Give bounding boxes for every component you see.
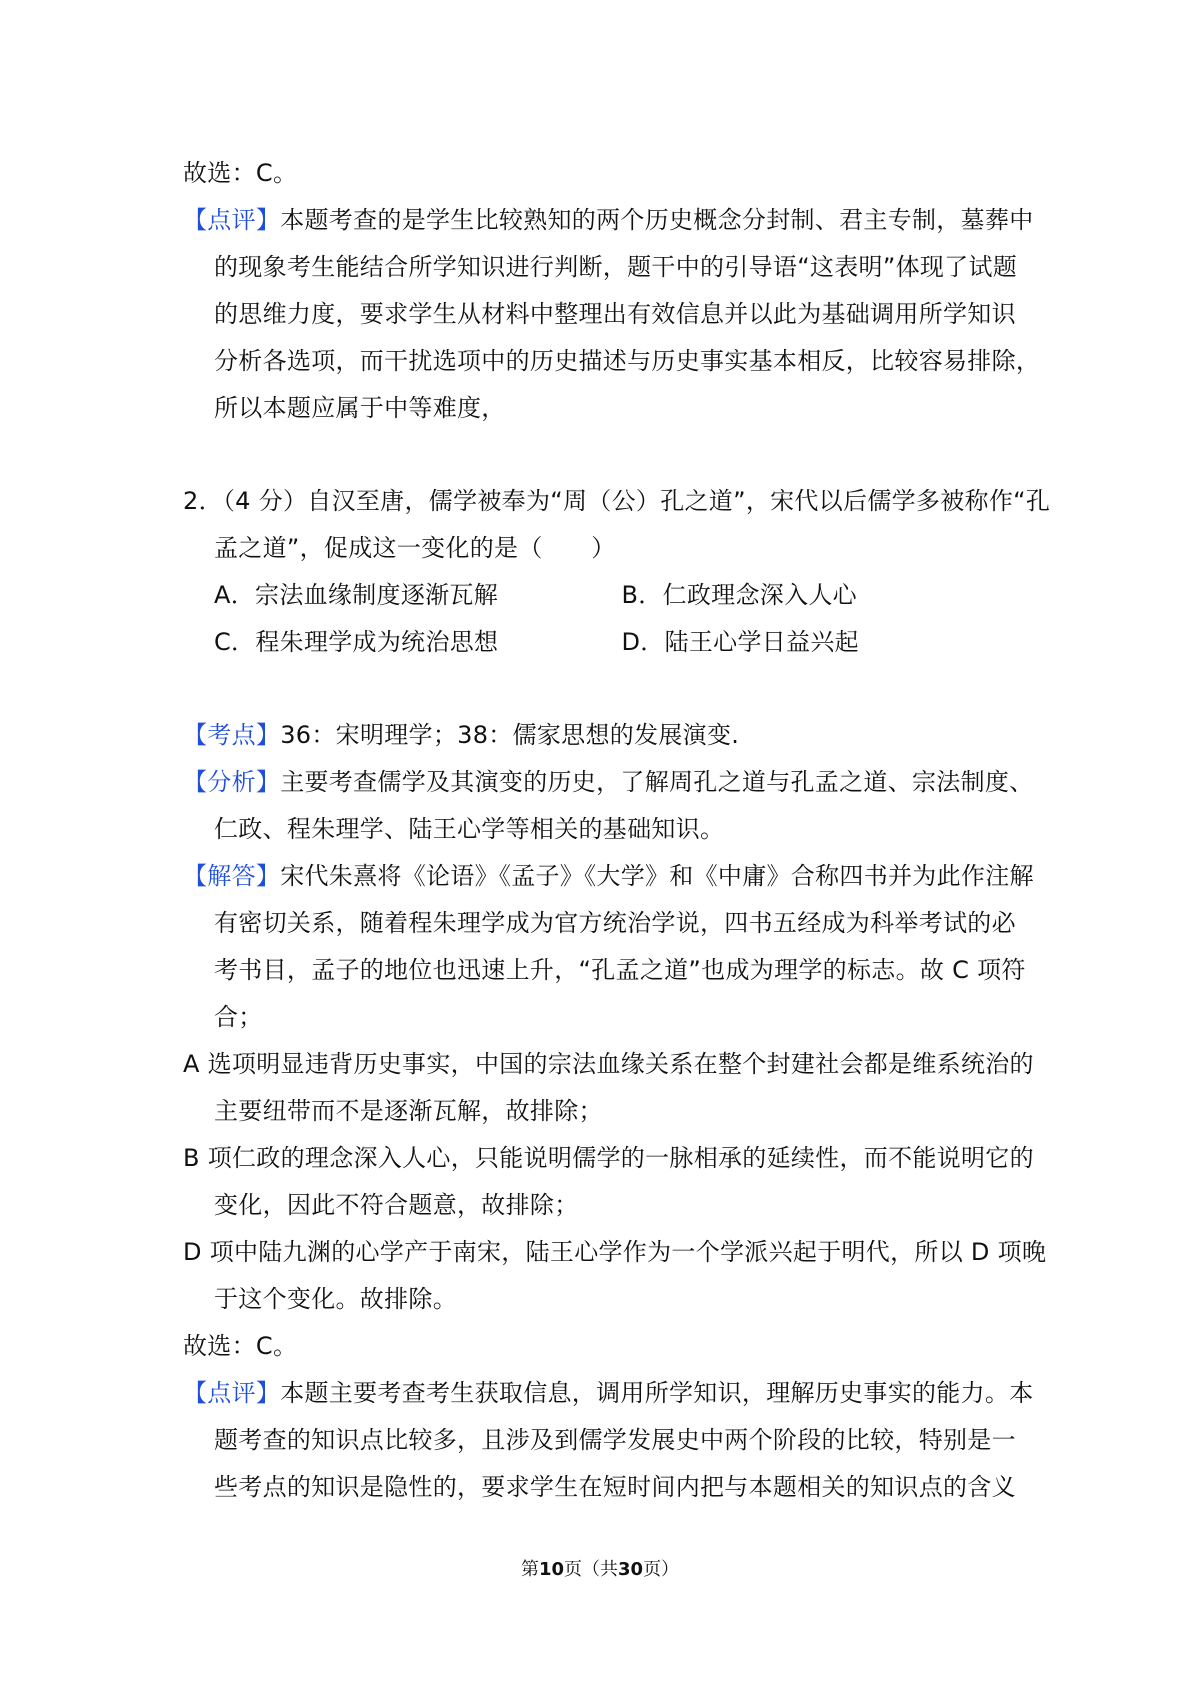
prev-comment-line: 分析各选项，而干扰选项中的历史描述与历史事实基本相反，比较容易排除，	[214, 347, 1041, 375]
comment-line: 【点评】本题主要考查考生获取信息，调用所学知识，理解历史事实的能力。本	[183, 1379, 1034, 1407]
kaodian-line: 【考点】36：宋明理学；38：儒家思想的发展演变.	[183, 721, 740, 749]
option-a: A．宗法血缘制度逐渐瓦解	[214, 581, 499, 609]
option-b: B．仁政理念深入人心	[621, 581, 857, 609]
page-number: 10	[538, 1559, 564, 1580]
option-a-analysis: 主要纽带而不是逐渐瓦解，故排除；	[214, 1097, 603, 1125]
jieda-line: 有密切关系，随着程朱理学成为官方统治学说，四书五经成为科举考试的必	[214, 909, 1016, 937]
comment-line: 题考查的知识点比较多，且涉及到儒学发展史中两个阶段的比较，特别是一	[214, 1426, 1016, 1454]
selected-answer: 故选：C。	[183, 1332, 298, 1360]
prev-comment-tag: 【点评】	[183, 206, 281, 234]
question-stem-line: 孟之道”，促成这一变化的是（ ）	[214, 534, 616, 562]
comment-line: 些考点的知识是隐性的，要求学生在短时间内把与本题相关的知识点的含义	[214, 1473, 1016, 1501]
option-b-analysis: 变化，因此不符合题意，故排除；	[214, 1191, 579, 1219]
fenxi-line: 仁政、程朱理学、陆王心学等相关的基础知识。	[214, 815, 725, 843]
option-d: D．陆王心学日益兴起	[621, 628, 859, 656]
question-stem-line: 2．（4 分）自汉至唐，儒学被奉为“周（公）孔之道”，宋代以后儒学多被称作“孔	[183, 487, 1051, 515]
fenxi-line: 【分析】主要考查儒学及其演变的历史，了解周孔之道与孔孟之道、宗法制度、	[183, 768, 1034, 796]
jieda-tag: 【解答】	[183, 862, 281, 890]
jieda-line: 合；	[214, 1003, 263, 1031]
prev-comment-line: 所以本题应属于中等难度，	[214, 394, 506, 422]
option-b-analysis: B 项仁政的理念深入人心，只能说明儒学的一脉相承的延续性，而不能说明它的	[183, 1144, 1034, 1172]
page-total: 30	[618, 1559, 644, 1580]
jieda-line: 考书目，孟子的地位也迅速上升，“孔孟之道”也成为理学的标志。故 C 项符	[214, 956, 1026, 984]
option-d-analysis: 于这个变化。故排除。	[214, 1285, 457, 1313]
option-d-analysis: D 项中陆九渊的心学产于南宋，陆王心学作为一个学派兴起于明代，所以 D 项晚	[183, 1238, 1047, 1266]
comment-tag: 【点评】	[183, 1379, 281, 1407]
option-row	[183, 572, 1029, 619]
kaodian-tag: 【考点】	[183, 721, 281, 749]
prev-comment-line: 的现象考生能结合所学知识进行判断，题干中的引导语“这表明”体现了试题	[214, 253, 1018, 281]
option-row	[183, 619, 1029, 666]
option-c: C．程朱理学成为统治思想	[214, 628, 499, 656]
fenxi-tag: 【分析】	[183, 768, 281, 796]
prev-comment-line: 【点评】本题考查的是学生比较熟知的两个历史概念分封制、君主专制，墓葬中	[183, 206, 1034, 234]
option-a-analysis: A 选项明显违背历史事实，中国的宗法血缘关系在整个封建社会都是维系统治的	[183, 1050, 1034, 1078]
page-footer: 第10页（共30页）	[520, 1559, 680, 1580]
prev-comment-line: 的思维力度，要求学生从材料中整理出有效信息并以此为基础调用所学知识	[214, 300, 1016, 328]
page-content	[183, 150, 1051, 1511]
jieda-line: 【解答】宋代朱熹将《论语》《孟子》《大学》和《中庸》合称四书并为此作注解	[183, 862, 1034, 890]
prev-selected-answer: 故选：C。	[183, 159, 298, 187]
